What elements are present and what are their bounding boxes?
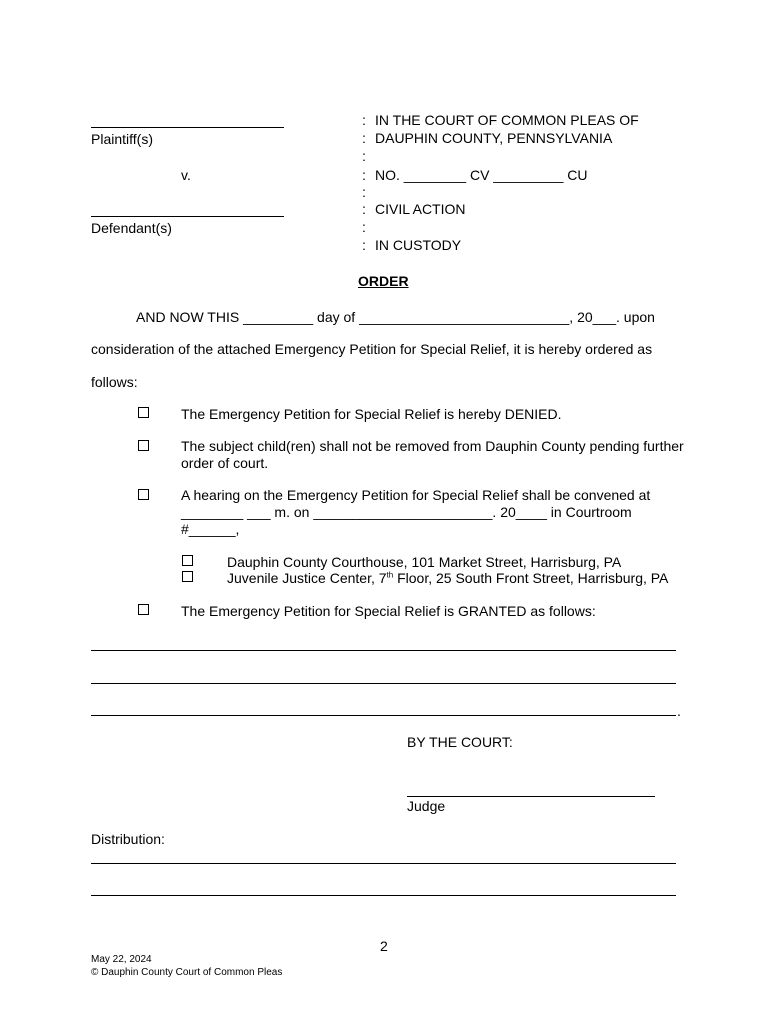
option-hearing-line3: #______, [181,521,240,537]
by-the-court-label: BY THE COURT: [407,734,513,750]
granted-terms-period: . [677,703,681,719]
judge-label: Judge [407,798,446,814]
judge-signature-line[interactable] [407,796,655,797]
granted-terms-line[interactable] [91,715,676,716]
juvenile-center-checkbox[interactable] [182,571,193,582]
option-hearing-line2: ________ ___ m. on _______________________. 20____ in Courtroom [181,504,632,520]
hearing-checkbox[interactable] [138,489,149,500]
caption-colon: : [362,112,366,128]
caption-colon: : [362,219,366,235]
defendant-name-line[interactable] [91,216,284,217]
juvenile-ordinal-suffix: th [386,570,394,580]
in-custody-label: IN CUSTODY [375,237,462,253]
caption-colon: : [362,167,366,183]
civil-action-label: CIVIL ACTION [375,201,466,217]
intro-line-3: follows: [91,374,138,390]
location-juvenile-center [227,570,668,586]
caption-colon: : [362,148,366,164]
not-removed-checkbox[interactable] [138,440,149,451]
plaintiff-label: Plaintiff(s) [91,131,153,147]
intro-line-2: consideration of the attached Emergency Petition for Special Relief, it is hereby ordered as [91,341,653,357]
caption-colon: : [362,201,366,217]
distribution-label: Distribution: [91,831,165,847]
option-denied-text: The Emergency Petition for Special Relief is hereby DENIED. [181,406,562,422]
granted-checkbox[interactable] [138,604,149,615]
option-hearing-line1: A hearing on the Emergency Petition for Special Relief shall be convened at [181,487,651,503]
caption-colon: : [362,130,366,146]
denied-checkbox[interactable] [138,407,149,418]
case-number: NO. ________ CV _________ CU [375,167,588,183]
location-courthouse: Dauphin County Courthouse, 101 Market Street, Harrisburg, PA [227,554,622,570]
juvenile-text-post: Floor, 25 South Front Street, Harrisburg, PA [393,570,669,586]
distribution-line[interactable] [91,895,676,896]
option-not-removed-line2: order of court. [181,455,269,471]
caption-colon: : [362,237,366,253]
distribution-line[interactable] [91,863,676,864]
caption-colon: : [362,184,366,200]
court-name-line2: DAUPHIN COUNTY, PENNSYLVANIA [375,130,613,146]
intro-line-1: AND NOW THIS _________ day of ___________________________, 20___. upon [136,309,655,325]
granted-terms-line[interactable] [91,650,676,651]
juvenile-text-pre: Juvenile Justice Center, 7 [227,570,387,586]
option-granted-text: The Emergency Petition for Special Relief is GRANTED as follows: [181,603,596,619]
granted-terms-line[interactable] [91,683,676,684]
option-not-removed-line1: The subject child(ren) shall not be removed from Dauphin County pending further [181,438,684,454]
page-number: 2 [380,938,388,954]
courthouse-checkbox[interactable] [182,555,193,566]
plaintiff-name-line[interactable] [91,127,284,128]
order-title: ORDER [358,273,409,289]
defendant-label: Defendant(s) [91,220,172,236]
court-name-line1: IN THE COURT OF COMMON PLEAS OF [375,112,639,128]
footer-copyright: © Dauphin County Court of Common Pleas [91,967,283,978]
versus-label: v. [181,167,191,183]
footer-date: May 22, 2024 [91,954,152,965]
